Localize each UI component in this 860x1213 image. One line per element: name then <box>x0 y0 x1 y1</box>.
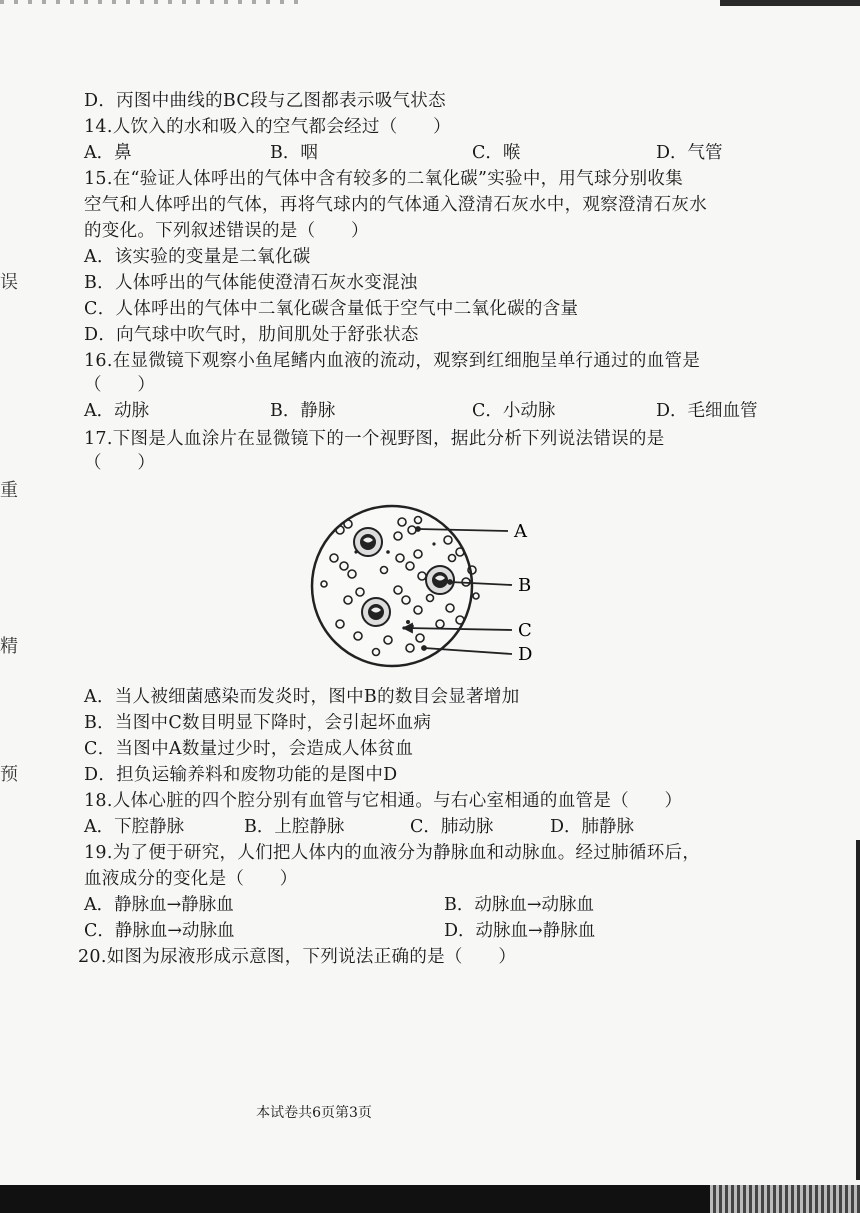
q15-stem-line: 15.在“验证人体呼出的气体中含有较多的二氧化碳”实验中，用气球分别收集 <box>84 169 684 189</box>
q17-option-c: C．当图中A数量过少时，会造成人体贫血 <box>84 739 414 759</box>
q17-option-a: A．当人被细菌感染而发炎时，图中B的数目会显著增加 <box>84 687 520 707</box>
q14-option-c: C．喉 <box>472 143 521 163</box>
q17-stem-line: （ ） <box>84 453 156 473</box>
q18-option-c: C．肺动脉 <box>410 817 494 837</box>
margin-char: 重 <box>0 480 18 501</box>
q14-option-d: D．气管 <box>656 143 723 163</box>
q16-option-a: A．动脉 <box>84 401 150 421</box>
white-blood-cell <box>354 528 382 556</box>
q18-option-a: A．下腔静脉 <box>84 817 185 837</box>
figure-label-a: A <box>514 521 527 542</box>
q20-stem: 20.如图为尿液形成示意图，下列说法正确的是（ ） <box>78 947 517 967</box>
q19-option-a: A．静脉血→静脉血 <box>84 895 234 915</box>
q16-stem-line: 16.在显微镜下观察小鱼尾鳍内血液的流动，观察到红细胞呈单行通过的血管是 <box>84 351 701 371</box>
margin-char: 精 <box>0 636 18 657</box>
q17-option-d: D．担负运输养料和废物功能的是图中D <box>84 765 398 785</box>
scan-artifact-bottom-band <box>0 1185 860 1213</box>
q15-option-a: A．该实验的变量是二氧化碳 <box>84 247 311 267</box>
q15-option-c: C．人体呼出的气体中二氧化碳含量低于空气中二氧化碳的含量 <box>84 299 579 319</box>
white-blood-cell <box>362 598 390 626</box>
scan-artifact-right-edge <box>856 840 860 1180</box>
scan-artifact-noise <box>710 1185 860 1213</box>
page-footer: 本试卷共6页第3页 <box>256 1105 372 1121</box>
q17-option-b: B．当图中C数目明显下降时，会引起坏血病 <box>84 713 432 733</box>
scan-artifact-top <box>0 0 300 4</box>
figure-label-b: B <box>518 575 532 596</box>
figure-label-d: D <box>518 644 533 665</box>
q19-option-c: C．静脉血→动脉血 <box>84 921 235 941</box>
q17-stem-line: 17.下图是人血涂片在显微镜下的一个视野图，据此分析下列说法错误的是 <box>84 429 665 449</box>
q14-option-a: A．鼻 <box>84 143 132 163</box>
q15-option-d: D．向气球中吹气时，肋间肌处于舒张状态 <box>84 325 419 345</box>
q19-stem-line: 19.为了便于研究，人们把人体内的血液分为静脉血和动脉血。经过肺循环后， <box>84 843 701 863</box>
q15-stem-line: 空气和人体呼出的气体，再将气球内的气体通入澄清石灰水中，观察澄清石灰水 <box>84 195 707 215</box>
q18-option-d: D．肺静脉 <box>550 817 635 837</box>
q18-stem: 18.人体心脏的四个腔分别有血管与它相通。与右心室相通的血管是（ ） <box>84 791 683 811</box>
q19-stem-line: 血液成分的变化是（ ） <box>84 869 298 889</box>
figure-label-c: C <box>518 620 532 641</box>
q15-option-b: B．人体呼出的气体能使澄清石灰水变混浊 <box>84 273 418 293</box>
q16-stem-line: （ ） <box>84 375 156 395</box>
q14-option-b: B．咽 <box>270 143 318 163</box>
q15-stem-line: 的变化。下列叙述错误的是（ ） <box>84 221 369 241</box>
margin-char: 误 <box>0 272 18 293</box>
q14-stem: 14.人饮入的水和吸入的空气都会经过（ ） <box>84 117 451 137</box>
q13-option-d: D．丙图中曲线的BC段与乙图都表示吸气状态 <box>84 91 446 111</box>
q16-option-c: C．小动脉 <box>472 401 556 421</box>
scan-artifact-top-right <box>720 0 860 6</box>
blood-smear-figure <box>300 500 560 675</box>
q16-option-b: B．静脉 <box>270 401 336 421</box>
q16-option-d: D．毛细血管 <box>656 401 758 421</box>
margin-char: 预 <box>0 764 18 785</box>
q19-option-b: B．动脉血→动脉血 <box>444 895 595 915</box>
q18-option-b: B．上腔静脉 <box>244 817 345 837</box>
q19-option-d: D．动脉血→静脉血 <box>444 921 596 941</box>
